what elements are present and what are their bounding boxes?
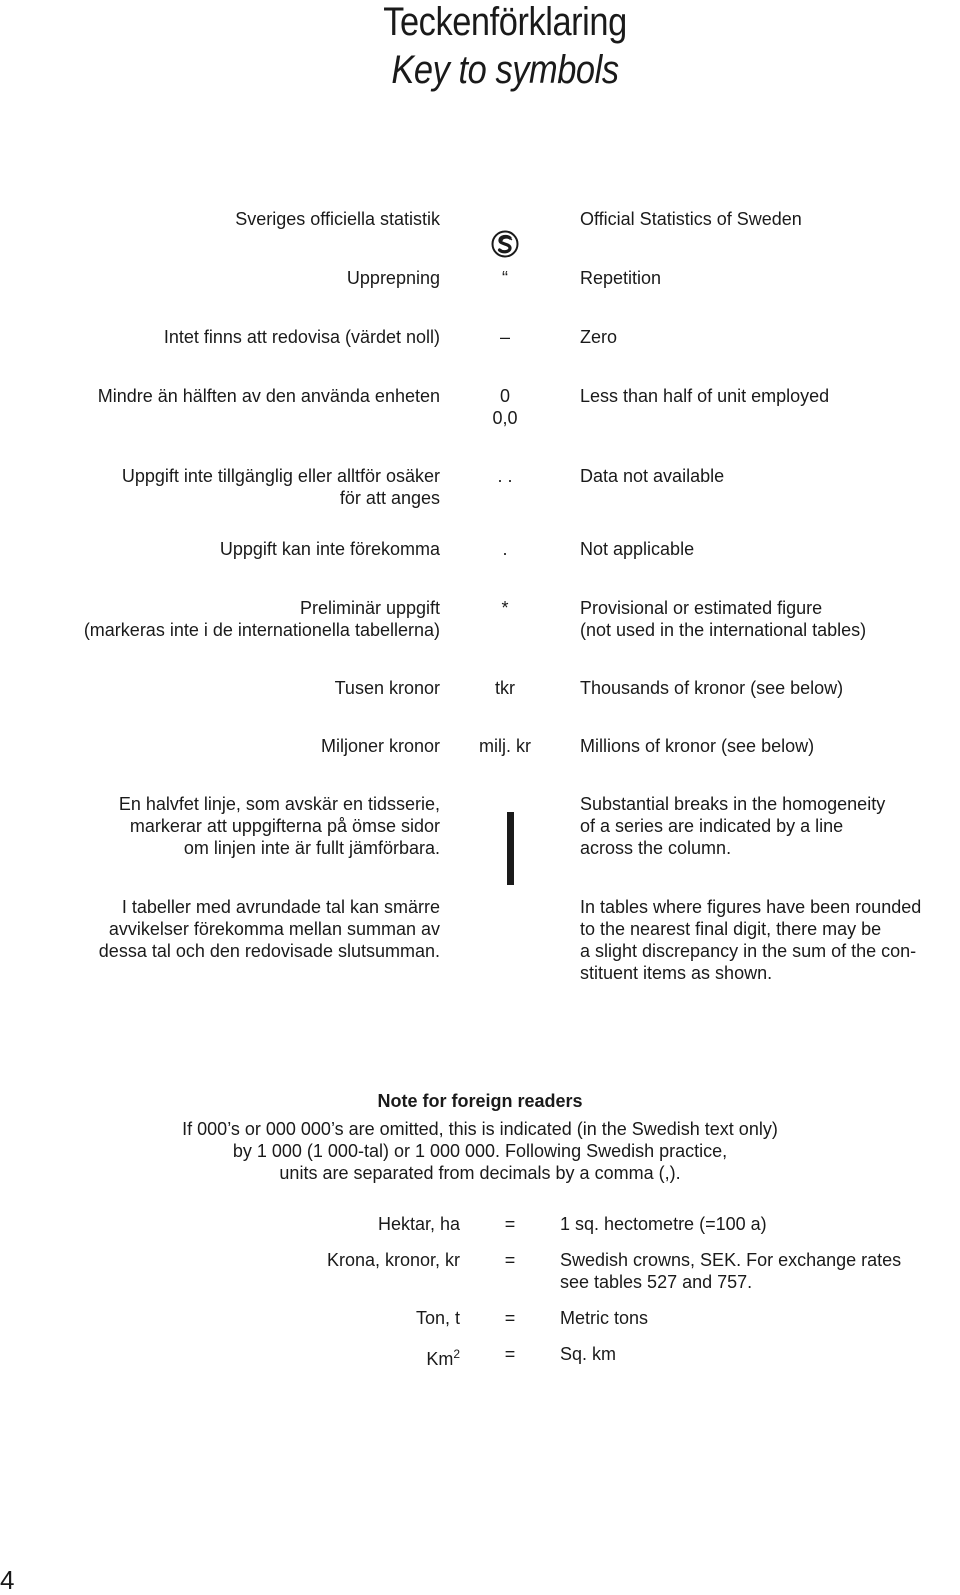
symbol-glyph: “ <box>502 268 508 288</box>
unit-term <box>426 1343 460 1370</box>
symbol-sv-text: Preliminär uppgift (markeras inte i de internationella tabellerna) <box>83 598 440 640</box>
symbol-glyph: – <box>499 327 510 347</box>
note-text: If 000’s or 000 000’s are omitted, this is indicated (in the Swedish text only) by 1 000 (1 000-tal) or 1 000 000. Following Swedish practice, units are separated from decimals by a comma (,). <box>182 1119 778 1183</box>
symbol-en-text: Repetition <box>580 268 662 288</box>
unit-term: Krona, kronor, kr <box>326 1250 460 1270</box>
symbol-glyph: * <box>501 598 509 618</box>
symbol-glyph: . . <box>497 466 513 486</box>
unit-definition: Metric tons <box>560 1308 649 1328</box>
symbol-glyph: 0 0,0 <box>492 386 518 428</box>
symbol-glyph <box>440 208 570 258</box>
unit-term-superscript: 2 <box>453 1347 460 1361</box>
page-title-sv: Teckenförklaring <box>383 0 627 44</box>
symbol-en-text: Less than half of unit employed <box>580 386 830 406</box>
symbol-sv-text: Mindre än hälften av den använda enheten <box>97 386 440 406</box>
symbol-sv-text: I tabeller med avrundade tal kan smärre avvikelser förekomma mellan summan av dessa tal och den redovisade slutsumman. <box>98 897 440 961</box>
page-title-en: Key to symbols <box>391 48 619 92</box>
symbol-sv-text: Intet finns att redovisa (värdet noll) <box>163 327 440 347</box>
unit-term: Hektar, ha <box>377 1214 460 1234</box>
unit-equals: = <box>504 1250 516 1270</box>
symbol-en-text: Not applicable <box>580 539 695 559</box>
unit-definition: Swedish crowns, SEK. For exchange rates see tables 527 and 757. <box>560 1250 902 1292</box>
symbol-glyph: . <box>502 539 508 559</box>
symbol-en-text: In tables where figures have been rounded to the nearest final digit, there may be a slight discrepancy in the sum of the con- stituent items as shown. <box>580 897 922 983</box>
unit-term-base: Km <box>426 1349 454 1369</box>
page-number: 4 <box>0 1565 15 1595</box>
symbol-sv-text: Tusen kronor <box>334 678 440 698</box>
symbol-sv-text: Uppgift inte tillgänglig eller alltför osäker för att anges <box>121 466 440 508</box>
symbol-en-text: Zero <box>580 327 618 347</box>
symbol-glyph: milj. kr <box>479 736 531 756</box>
symbol-en-text: Provisional or estimated figure (not used in the international tables) <box>580 598 867 640</box>
unit-definition: 1 sq. hectometre (=100 a) <box>560 1214 767 1234</box>
unit-equals: = <box>504 1344 516 1364</box>
symbol-sv-text: En halvfet linje, som avskär en tidsserie, markerar att uppgifterna på ömse sidor om linjen inte är fullt jämförbara. <box>118 794 440 858</box>
symbol-sv-text: Uppgift kan inte förekomma <box>219 539 440 559</box>
symbol-en-text: Millions of kronor (see below) <box>580 736 815 756</box>
symbol-sv-text: Sveriges officiella statistik <box>235 209 440 229</box>
symbol-sv-text: Miljoner kronor <box>320 736 440 756</box>
note-block <box>0 1090 960 1184</box>
symbol-en-text: Thousands of kronor (see below) <box>580 678 844 698</box>
symbol-glyph: tkr <box>495 678 515 698</box>
break-line-icon <box>507 812 514 885</box>
symbol-en-text: Official Statistics of Sweden <box>580 209 802 229</box>
symbol-en-text: Substantial breaks in the homogeneity of a series are indicated by a line across the column. <box>580 794 886 858</box>
unit-equals: = <box>504 1308 516 1328</box>
unit-equals: = <box>504 1214 516 1234</box>
sos-logo-icon <box>491 230 519 258</box>
unit-term: Ton, t <box>415 1308 460 1328</box>
symbol-en-text: Data not available <box>580 466 725 486</box>
note-heading: Note for foreign readers <box>377 1091 583 1111</box>
unit-definition: Sq. km <box>560 1344 617 1364</box>
symbol-sv-text: Upprepning <box>346 268 440 288</box>
